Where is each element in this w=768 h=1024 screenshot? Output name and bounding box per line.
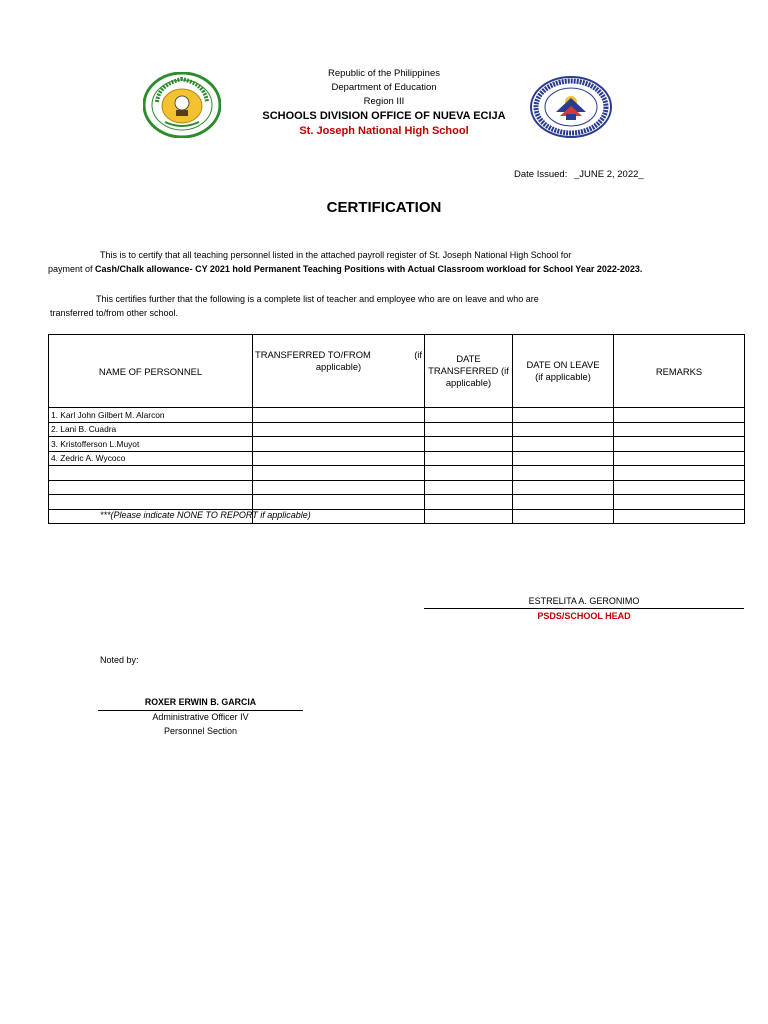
personnel-table <box>48 334 745 524</box>
header-date-transferred <box>425 335 513 408</box>
cell-date-on-leave <box>513 480 614 495</box>
header-republic: Republic of the Philippines <box>328 68 440 79</box>
header-leave-line2: (if applicable) <box>535 371 591 382</box>
cell-date-transferred <box>425 480 513 495</box>
date-issued-label: Date Issued: <box>514 169 568 180</box>
table-header-row <box>49 335 745 408</box>
header-remarks-text: REMARKS <box>655 365 703 377</box>
table-row <box>49 437 745 452</box>
cell-date-on-leave <box>513 408 614 423</box>
header-name-of-personnel <box>49 335 253 408</box>
cell-date-on-leave <box>513 422 614 437</box>
cell-date-on-leave <box>513 466 614 481</box>
cell-remarks <box>614 466 745 481</box>
table-row <box>49 408 745 423</box>
cell-date-on-leave <box>513 495 614 510</box>
cell-date-on-leave <box>513 451 614 466</box>
noted-by-label: Noted by: <box>100 655 139 665</box>
signatory-title: PSDS/SCHOOL HEAD <box>537 611 631 621</box>
cell-name: 3. Kristofferson L.Muyot <box>49 437 253 452</box>
further-paragraph-line1: This certifies further that the following is a complete list of teacher and employee who are on leave and who are <box>96 294 539 304</box>
cell-remarks <box>614 437 745 452</box>
cell-remarks <box>614 509 745 524</box>
date-issued <box>514 169 644 180</box>
cell-date-transferred <box>425 451 513 466</box>
cell-date-transferred <box>425 437 513 452</box>
table-row <box>49 451 745 466</box>
certification-paragraph-line1: This is to certify that all teaching personnel listed in the attached payroll register of St. Joseph National High School for <box>100 250 572 260</box>
cell-date-on-leave <box>513 437 614 452</box>
header-date-line1: DATE <box>456 353 481 364</box>
noted-by-position: Administrative Officer IV <box>152 712 249 722</box>
cell-remarks <box>614 480 745 495</box>
noted-by-signature-line <box>98 710 303 711</box>
header-division: SCHOOLS DIVISION OFFICE OF NUEVA ECIJA <box>262 110 506 122</box>
certification-paragraph-line2-bold: Cash/Chalk allowance- CY 2021 hold Permanent Teaching Positions with Actual Classroom workload for School Year 2022-2023. <box>95 264 643 274</box>
header-transferred-if: (if <box>414 349 422 360</box>
header-leave-line1: DATE ON LEAVE <box>526 359 600 370</box>
cell-remarks <box>614 422 745 437</box>
header-transferred-text: TRANSFERRED TO/FROM <box>255 349 371 360</box>
cell-date-transferred <box>425 495 513 510</box>
cell-remarks <box>614 495 745 510</box>
noted-by-section: Personnel Section <box>163 726 238 736</box>
header-name-text: NAME OF PERSONNEL <box>98 365 203 377</box>
none-to-report-note: ***(Please indicate NONE TO REPORT if applicable) <box>100 510 311 520</box>
cell-date-transferred <box>425 408 513 423</box>
cell-name <box>49 466 253 481</box>
cell-transferred <box>253 408 425 423</box>
cell-remarks <box>614 451 745 466</box>
date-issued-value: _JUNE 2, 2022_ <box>573 169 644 180</box>
table-row <box>49 495 745 510</box>
cell-transferred <box>253 451 425 466</box>
header-department: Department of Education <box>331 82 437 93</box>
cell-transferred <box>253 466 425 481</box>
table-row <box>49 466 745 481</box>
cell-name <box>49 480 253 495</box>
table-row <box>49 422 745 437</box>
cell-name: 1. Karl John Gilbert M. Alarcon <box>49 408 253 423</box>
header-date-on-leave <box>513 335 614 408</box>
signatory-name: ESTRELITA A. GERONIMO <box>528 596 640 606</box>
header-transferred <box>253 335 425 408</box>
cell-name: 4. Zedric A. Wycoco <box>49 451 253 466</box>
noted-by-name: ROXER ERWIN B. GARCIA <box>144 697 257 707</box>
cell-date-transferred <box>425 509 513 524</box>
document-title: CERTIFICATION <box>326 199 442 216</box>
cell-transferred <box>253 422 425 437</box>
header-date-line3: applicable) <box>445 377 492 388</box>
cell-name: 2. Lani B. Cuadra <box>49 422 253 437</box>
certification-paragraph-line2 <box>48 262 642 276</box>
signatory-signature-line <box>424 608 744 609</box>
further-paragraph-line2: transferred to/from other school. <box>50 308 179 318</box>
header-region: Region III <box>363 96 405 107</box>
cell-transferred <box>253 437 425 452</box>
header-school: St. Joseph National High School <box>299 125 469 137</box>
cell-remarks <box>614 408 745 423</box>
header-transferred-applicable: applicable) <box>315 361 362 372</box>
cell-date-on-leave <box>513 509 614 524</box>
certification-paragraph-line2-prefix: payment of <box>48 264 96 274</box>
cell-date-transferred <box>425 466 513 481</box>
header-date-line2: TRANSFERRED (if <box>428 365 509 376</box>
table-row <box>49 480 745 495</box>
cell-date-transferred <box>425 422 513 437</box>
cell-name <box>49 495 253 510</box>
header-remarks <box>614 335 745 408</box>
cell-transferred <box>253 495 425 510</box>
cell-transferred <box>253 480 425 495</box>
